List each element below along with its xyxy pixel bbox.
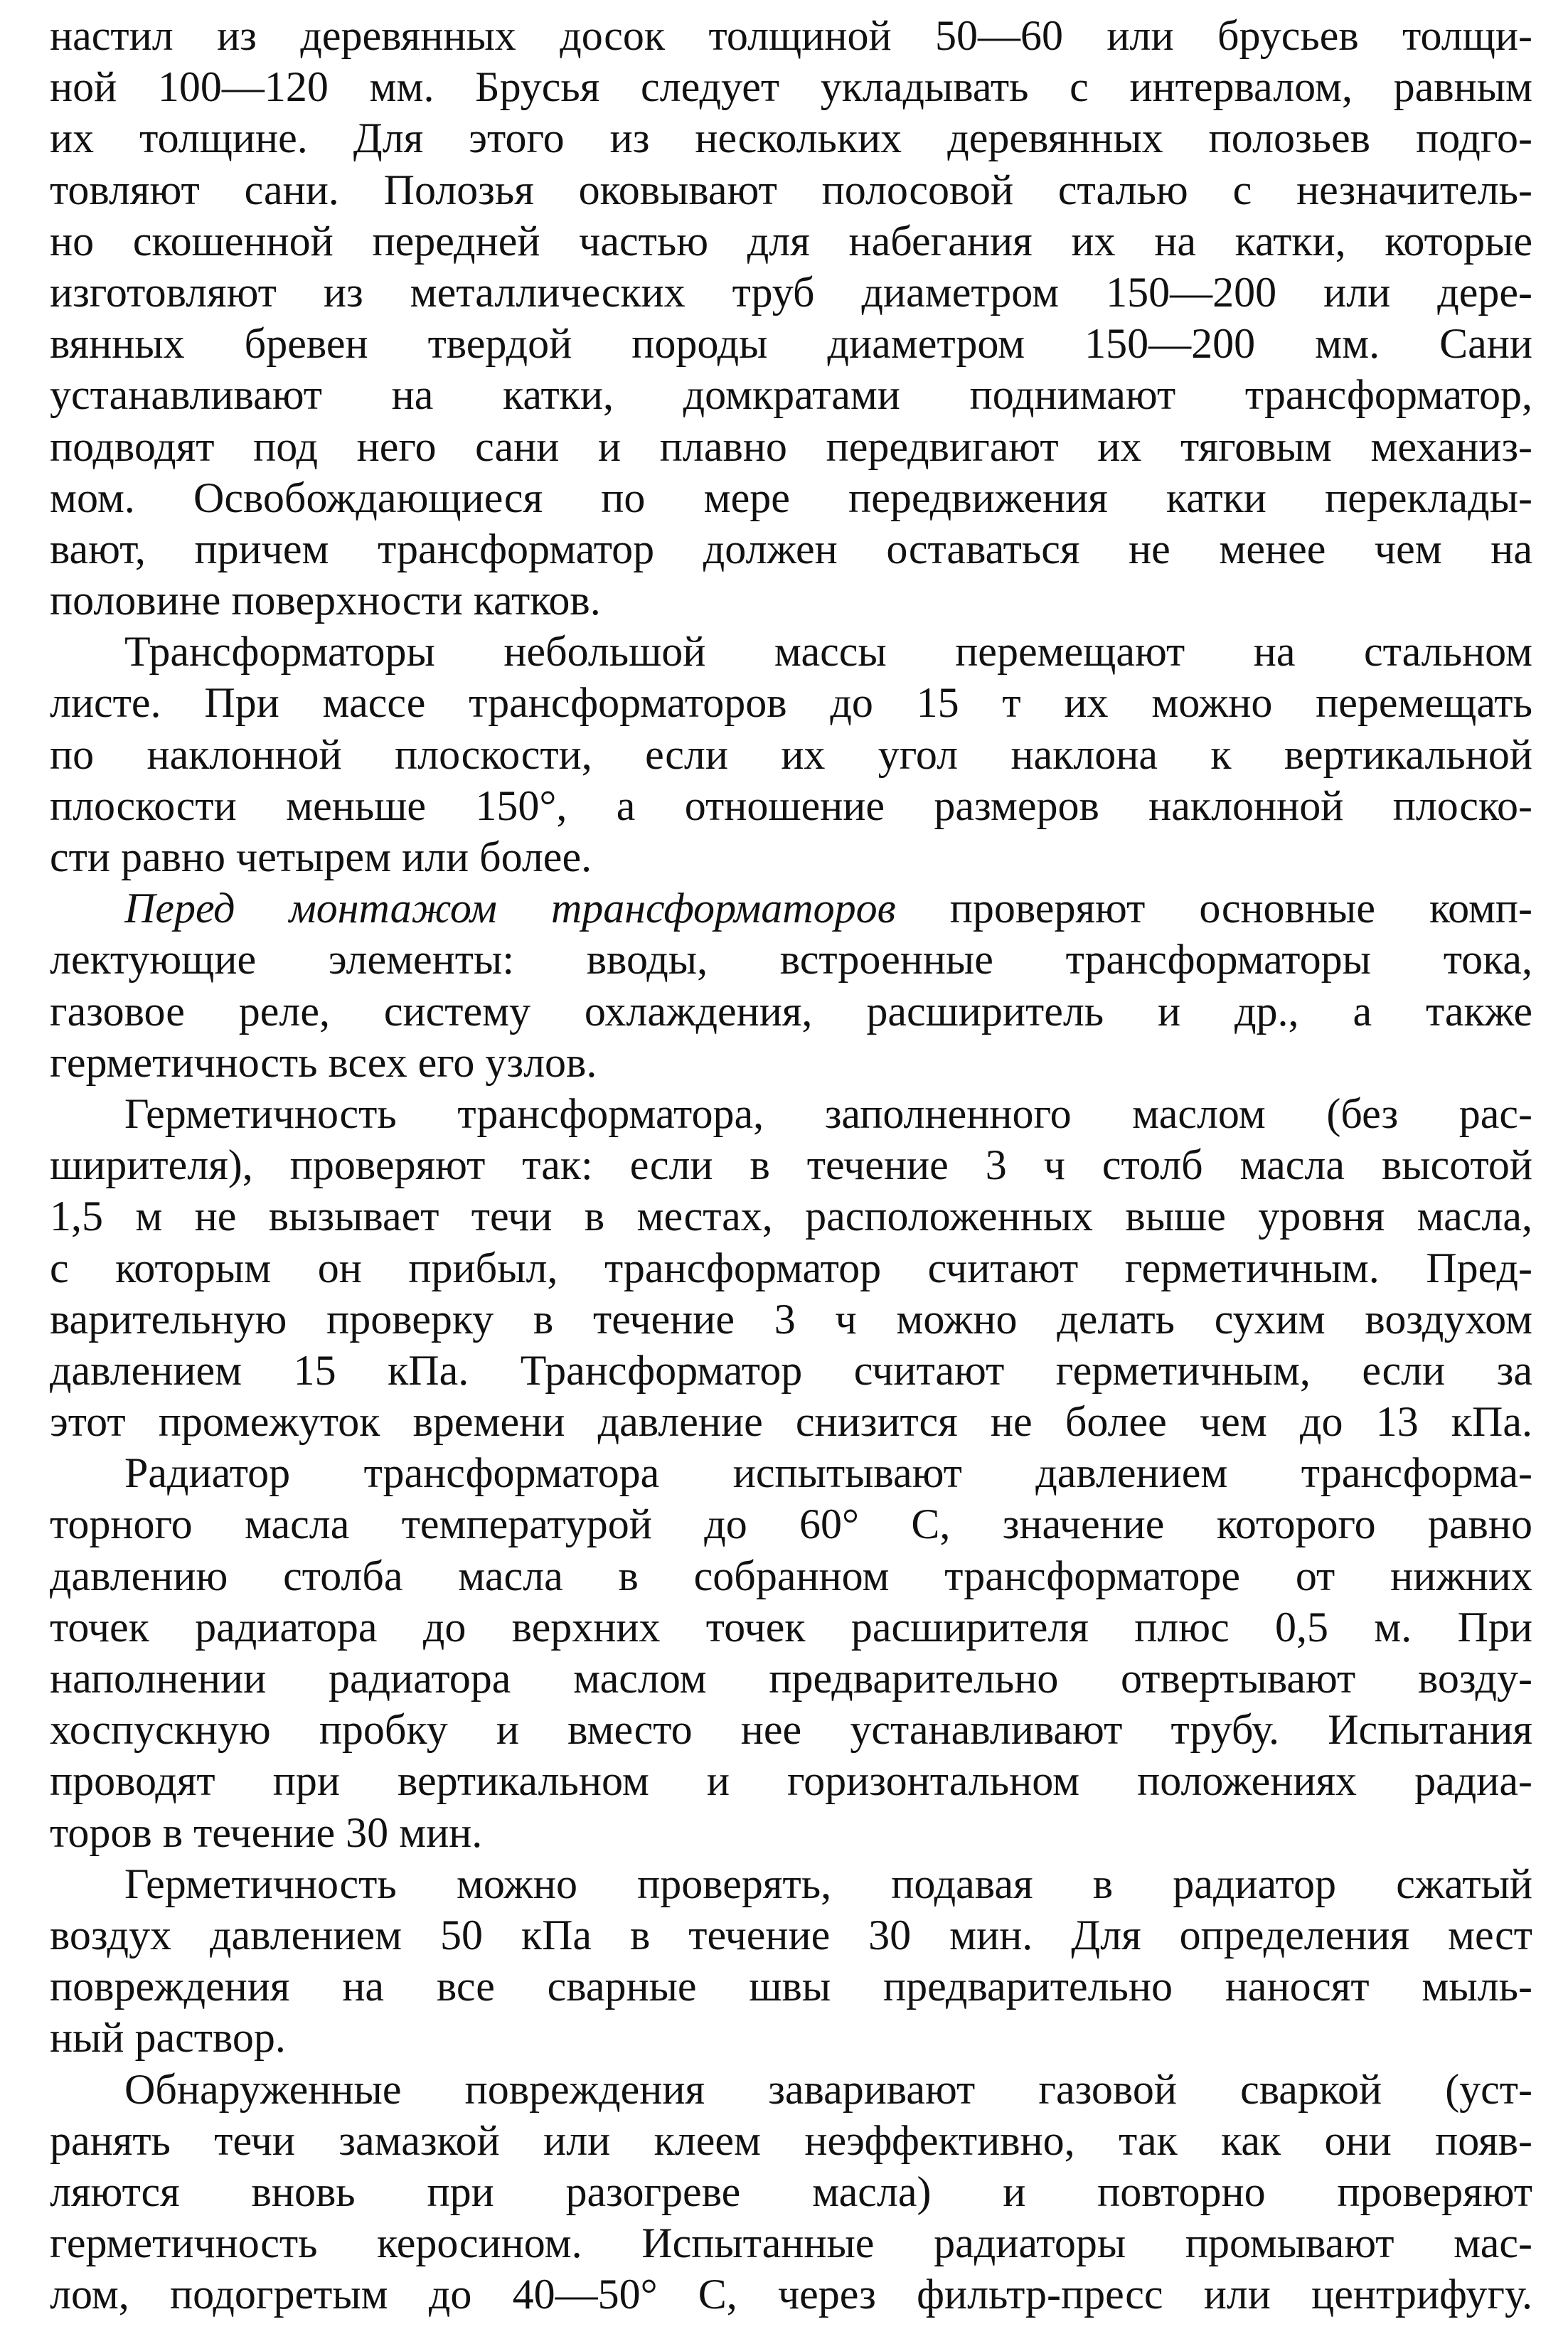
text-line: ляются вновь при разогреве масла) и повторно проверяют (50, 2168, 1532, 2215)
text-line: с которым он прибыл, трансформатор считают герметичным. Пред- (50, 1244, 1532, 1291)
text-line: ный раствор. (50, 2014, 286, 2062)
text-line: герметичность керосином. Испытанные радиаторы промывают мас- (50, 2220, 1532, 2267)
text-line: герметичность всех его узлов. (50, 1038, 597, 1086)
text-line: настил из деревянных досок толщиной 50—60 или брусьев толщи- (50, 12, 1532, 59)
text-line: повреждения на все сварные швы предварительно наносят мыль- (50, 1963, 1532, 2010)
text-run: проверяют основные комп- (895, 885, 1532, 932)
text-line: хоспускную пробку и вместо нее устанавливают трубу. Испытания (50, 1706, 1532, 1754)
text-line (50, 883, 1532, 934)
text-line: вают, причем трансформатор должен оставаться не менее чем на (50, 525, 1532, 572)
text-line: плоскости меньше 150°, а отношение размеров наклонной плоско- (50, 782, 1532, 829)
text-line: Радиатор трансформатора испытывают давлением трансформа- (124, 1449, 1532, 1497)
paragraph (50, 10, 1532, 626)
paragraph (50, 2064, 1532, 2320)
paragraph (50, 626, 1532, 883)
text-line: Обнаруженные повреждения заваривают газовой сваркой (уст- (124, 2065, 1532, 2113)
text-line: варительную проверку в течение 3 ч можно делать сухим воздухом (50, 1295, 1532, 1343)
text-line: торов в течение 30 мин. (50, 1808, 483, 1856)
text-line: товляют сани. Полозья оковывают полосовой сталью с незначитель- (50, 166, 1532, 213)
text-line: Герметичность трансформатора, заполненного маслом (без рас- (124, 1089, 1532, 1137)
text-line: по наклонной плоскости, если их угол наклона к вертикальной (50, 730, 1532, 778)
text-line: точек радиатора до верхних точек расширителя плюс 0,5 м. При (50, 1603, 1532, 1651)
paragraph (50, 1858, 1532, 2064)
text-line: воздух давлением 50 кПа в течение 30 мин. Для определения мест (50, 1911, 1532, 1959)
text-line: ширителя), проверяют так: если в течение 3 ч столб масла высотой (50, 1141, 1532, 1189)
text-line: подводят под него сани и плавно передвигают их тяговым механиз- (50, 422, 1532, 470)
text-line: газовое реле, систему охлаждения, расширитель и др., а также (50, 987, 1532, 1035)
document-page (50, 10, 1532, 2320)
text-line: листе. При массе трансформаторов до 15 т их можно перемещать (50, 679, 1532, 727)
text-line: мом. Освобождающиеся по мере передвижения катки переклады- (50, 474, 1532, 521)
paragraph (50, 883, 1532, 1088)
text-line: но скошенной передней частью для набегания их на катки, которые (50, 217, 1532, 265)
text-line: 1,5 м не вызывает течи в местах, расположенных выше уровня масла, (50, 1193, 1532, 1240)
text-line: проводят при вертикальном и горизонтальном положениях радиа- (50, 1757, 1532, 1805)
italic-heading: Перед монтажом трансформаторов (124, 885, 896, 932)
text-line: ранять течи замазкой или клеем неэффективно, так как они появ- (50, 2116, 1532, 2164)
text-line: лом, подогретым до 40—50° С, через фильтр-пресс или центрифугу. (50, 2271, 1532, 2318)
text-line: сти равно четырем или более. (50, 833, 592, 880)
paragraph (50, 1088, 1532, 1447)
text-line: торного масла температурой до 60° С, значение которого равно (50, 1501, 1532, 1548)
text-line: устанавливают на катки, домкратами поднимают трансформатор, (50, 371, 1532, 419)
paragraph (50, 1447, 1532, 1858)
text-line: наполнении радиатора маслом предварительно отвертывают возду- (50, 1655, 1532, 1702)
text-line: ной 100—120 мм. Брусья следует укладывать с интервалом, равным (50, 63, 1532, 111)
text-line: лектующие элементы: вводы, встроенные трансформаторы тока, (50, 936, 1532, 984)
text-line: этот промежуток времени давление снизится не более чем до 13 кПа. (50, 1398, 1532, 1446)
text-line: Герметичность можно проверять, подавая в радиатор сжатый (124, 1860, 1532, 1907)
text-line: изготовляют из металлических труб диаметром 150—200 или дере- (50, 268, 1532, 316)
text-line: Трансформаторы небольшой массы перемещают на стальном (124, 628, 1532, 676)
text-line: давлению столба масла в собранном трансформаторе от нижних (50, 1552, 1532, 1599)
text-line: вянных бревен твердой породы диаметром 150—200 мм. Сани (50, 320, 1532, 368)
text-line: половине поверхности катков. (50, 577, 601, 624)
text-line: давлением 15 кПа. Трансформатор считают герметичным, если за (50, 1346, 1532, 1394)
text-line: их толщине. Для этого из нескольких деревянных полозьев подго- (50, 114, 1532, 162)
